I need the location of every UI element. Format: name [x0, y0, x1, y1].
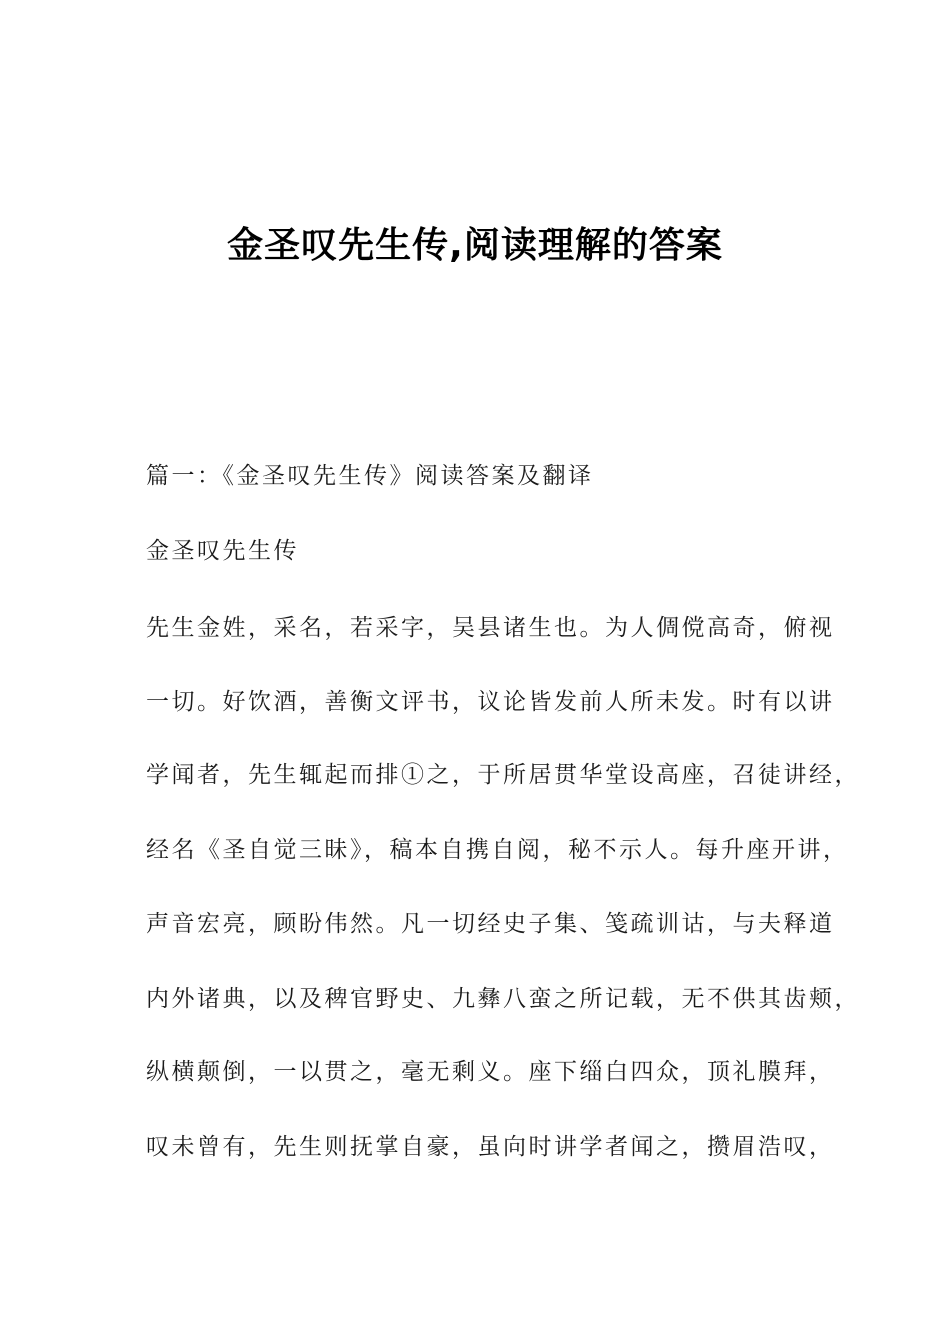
section-heading: 篇一：《金圣叹先生传》阅读答案及翻译: [146, 463, 594, 489]
paragraph-line: 经名《圣自觉三昧》，稿本自携自阅，秘不示人。每升座开讲，: [146, 837, 849, 863]
paragraph-line: 声音宏亮，顾盼伟然。凡一切经史子集、笺疏训诂，与夫释道: [146, 911, 835, 937]
paragraph-line: 叹未曾有，先生则抚掌自豪，虽向时讲学者闻之，攒眉浩叹，: [146, 1134, 835, 1160]
paragraph-line: 先生金姓，采名，若采字，吴县诸生也。为人倜傥高奇，俯视: [146, 615, 835, 641]
paragraph-line: 学闻者，先生辄起而排①之，于所居贯华堂设高座，召徒讲经，: [146, 762, 860, 788]
document-title: 金圣叹先生传,阅读理解的答案: [227, 225, 723, 266]
paragraph-line: 纵横颠倒，一以贯之，毫无剩义。座下缁白四众，顶礼膜拜，: [146, 1059, 835, 1085]
paragraph-line: 内外诸典，以及稗官野史、九彝八蛮之所记载，无不供其齿颊，: [146, 986, 860, 1012]
paragraph-line: 一切。好饮酒，善衡文评书，议论皆发前人所未发。时有以讲: [146, 689, 835, 715]
article-subtitle: 金圣叹先生传: [146, 538, 299, 564]
